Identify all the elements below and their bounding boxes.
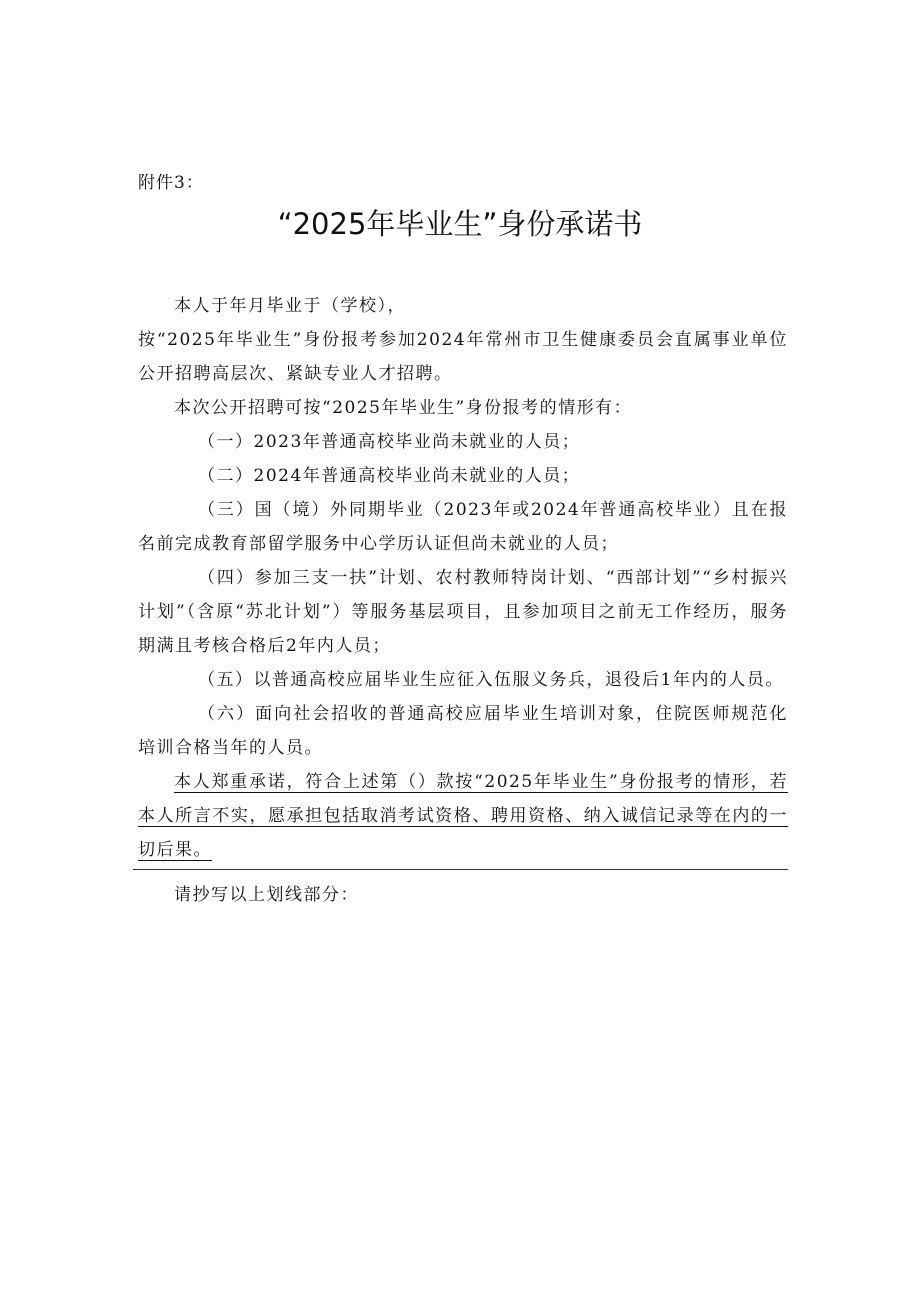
condition-item-3: （三）国（境）外同期毕业（2023年或2024年普通高校毕业）且在报名前完成教育部留学服务中心学历认证但尚未就业的人员； [138,500,788,554]
intro-line: 本人于年月毕业于（学校）， [174,296,406,316]
conditions-heading: 本次公开招聘可按“2025年毕业生”身份报考的情形有： [174,398,633,418]
pledge-paragraph [138,765,788,867]
condition-item-4: （四）参加三支一扶”计划、农村教师特岗计划、“西部计划”“乡村振兴计划”（含原“苏北计划”）等服务基层项目，且参加项目之前无工作经历，服务期满且考核合格后2年内人员； [138,568,788,656]
copy-section-divider [133,869,788,870]
intro-continue: 按“2025年毕业生”身份报考参加2024年常州市卫生健康委员会直属事业单位公开招聘高层次、紧缺专业人才招聘。 [138,330,788,384]
document-title: “2025年毕业生”身份承诺书 [277,207,643,241]
condition-item-5: （五）以普通高校应届毕业生应征入伍服义务兵，退役后1年内的人员。 [198,670,784,690]
condition-item-6: （六）面向社会招收的普通高校应届毕业生培训对象，住院医师规范化培训合格当年的人员。 [138,704,788,758]
attachment-label: 附件3： [138,173,204,193]
copy-instruction: 请抄写以上划线部分： [174,885,359,905]
condition-item-2: （二）2024年普通高校毕业尚未就业的人员； [198,466,581,486]
document-body [138,289,788,867]
condition-item-1: （一）2023年普通高校毕业尚未就业的人员； [198,432,581,452]
pledge-underlined-text: 本人郑重承诺，符合上述第（）款按“2025年毕业生”身份报考的情形，若本人所言不实，愿承担包括取消考试资格、聘用资格、纳入诚信记录等在内的一切后果。 [138,772,788,860]
